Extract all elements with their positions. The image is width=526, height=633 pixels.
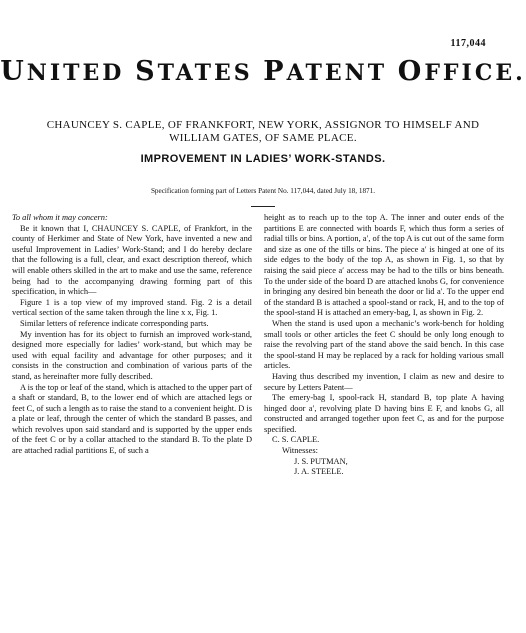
paragraph: height as to reach up to the top A. The inner and outer ends of the partitions E are connected with boards F, which thus form a series of radial tills or bins. A portion, a′, of the top A is cut out of the same form and size as one of the tills or bins. The piece a′ is hinged at one of its side edges to the body of the top A, as shown in Fig. 1, so that by raising the said piece a′ access may be had to the tills or bins beneath. To the under side of the board D are attached knobs G, for convenience in bringing any desired bin beneath the door or lid a′. To the upper end of the standard B is attached a spool-stand or rack, H, and to the top of the spool-stand H is attached an emery-bag, I, as shown in Fig. 2. — [264, 213, 504, 318]
office-title-initial-4: O — [397, 56, 425, 87]
office-title-initial-1: U — [0, 56, 27, 87]
patent-number: 117,044 — [450, 38, 486, 49]
claim: The emery-bag I, spool-rack H, standard B, top plate A having hinged door a′, revolving plate D having bins E F, and knobs G, all constructed and arranged together upon feet C, as and for the purpose specified. — [264, 393, 504, 434]
right-column — [264, 213, 504, 478]
paragraph: Figure 1 is a top view of my improved stand. Fig. 2 is a detail vertical section of the same taken through the line x x, Fig. 1. — [12, 297, 252, 318]
paragraph: Similar letters of reference indicate corresponding parts. — [20, 318, 209, 328]
divider-rule — [251, 206, 275, 207]
inventor-line-2: WILLIAM GATES, OF SAME PLACE. — [169, 132, 357, 144]
salutation: To all whom it may concern: — [12, 213, 108, 222]
inventor-heading — [14, 119, 512, 145]
paragraph: A is the top or leaf of the stand, which is attached to the upper part of a shaft or standard, B, to the lower end of which are attached legs or feet C, of such a length as to raise the stand to a convenient height. D is a plate or leaf, through the center of which the standard B passes, and which revolves upon said standard and is supported by the upper ends of the feet C or by a collar attached to the standard B. To the plate D are attached radial partitions E, of such a — [12, 382, 252, 456]
office-title-initial-3: P — [263, 56, 287, 87]
inventor-line-1: CHAUNCEY S. CAPLE, OF FRANKFORT, NEW YORK, ASSIGNOR TO HIMSELF AND — [46, 119, 480, 131]
paragraph: When the stand is used upon a mechanic’s work-bench for holding small tools or other articles the feet C should be only long enough to raise the revolving part of the stand above the said bench. In this case the spool-stand H may be replaced by a rack for holding various small articles. — [264, 318, 504, 371]
paragraph: Having thus described my invention, I claim as new and desire to secure by Letters Patent— — [264, 371, 504, 392]
office-title-rest-2: TATES — [157, 60, 253, 86]
office-title-initial-2: S — [135, 56, 158, 87]
office-title-rest-1: NITED — [26, 60, 125, 86]
witness-name: J. S. PUTMAN, — [294, 456, 348, 466]
paragraph: My invention has for its object to furnish an improved work-stand, designed more especially for ladies’ work-stand, but which may be used with equal facility and advantage for other purposes; and it consists in the construction and combination of various parts of the stand, as hereinafter more fully described. — [12, 329, 252, 381]
left-column — [12, 213, 252, 457]
office-title — [0, 56, 526, 87]
witness-name: J. A. STEELE. — [294, 467, 344, 477]
office-title-rest-4: FFICE. — [424, 60, 526, 86]
specification-line: Specification forming part of Letters Patent No. 117,044, dated July 18, 1871. — [150, 187, 376, 195]
paragraph: Be it known that I, CHAUNCEY S. CAPLE, of Frankfort, in the county of Herkimer and State of New York, have invented a new and useful Improvement in Ladies’ Work-Stand; and I do hereby declare that the following is a full, clear, and exact description thereof, which will enable others skilled in the art to make and use the same, reference being had to the accompanying drawing forming part of this specification, in which— — [12, 223, 252, 297]
invention-subject: IMPROVEMENT IN LADIES’ WORK-STANDS. — [140, 153, 386, 165]
office-title-rest-3: ATENT — [286, 60, 388, 86]
signature: C. S. CAPLE. — [272, 435, 320, 445]
witnesses-label: Witnesses: — [282, 446, 318, 456]
